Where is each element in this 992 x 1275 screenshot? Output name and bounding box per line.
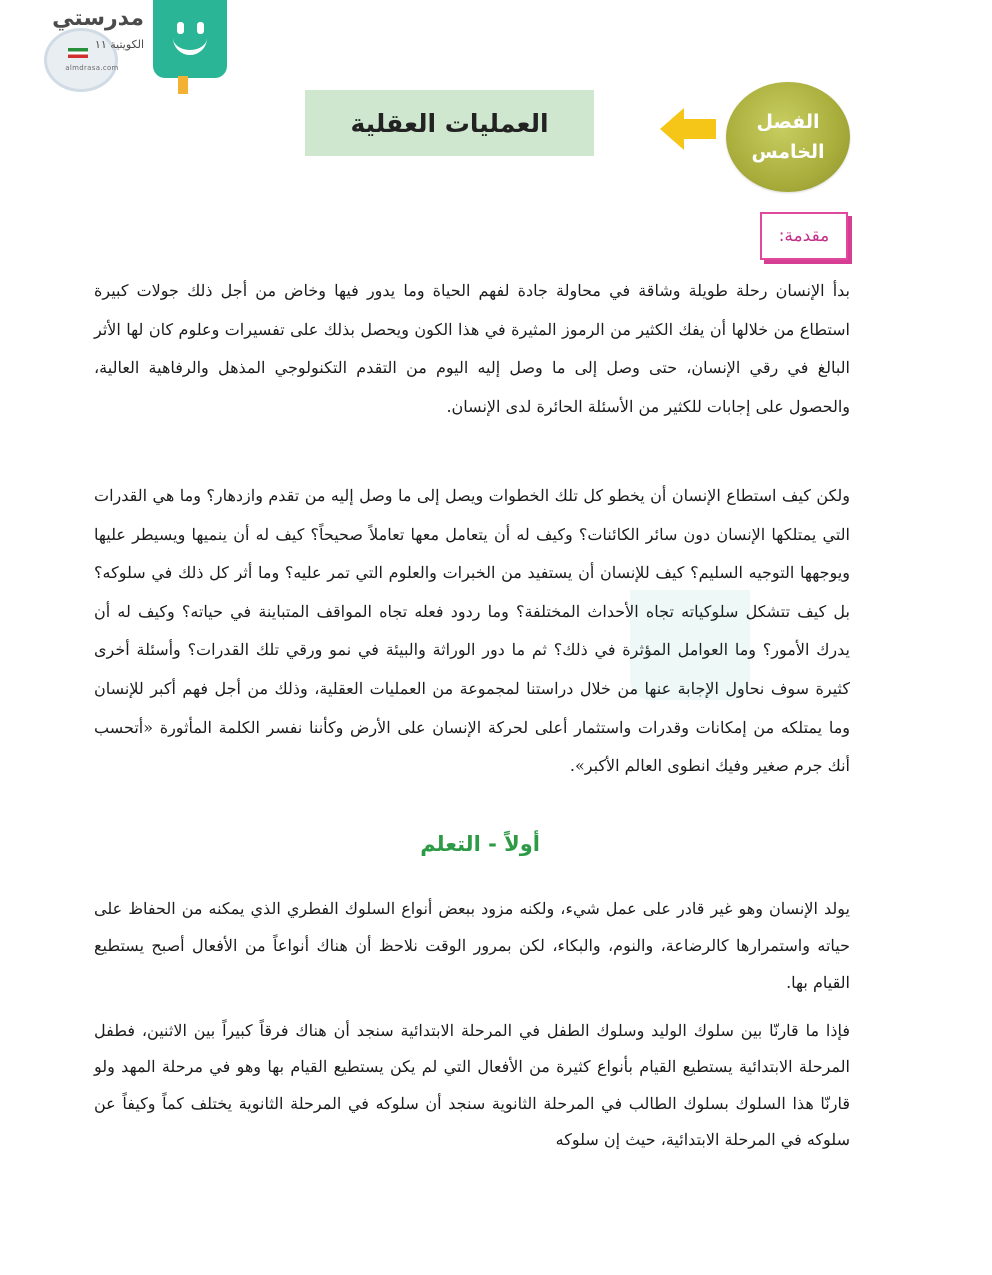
logo-name: مدرستي [52,6,144,31]
intro-paragraph-2 [94,477,850,786]
paragraph-text: بدأ الإنسان رحلة طويلة وشاقة في محاولة جادة لفهم الحياة وما يدور فيها وخاض من أجل ذلك جولات كبيرة استطاع من خلالها أن يفك الكثير من الرموز المثيرة في هذا الكون ويحصل بذلك على تفسيرات وعلوم كان لها الأثر البالغ في رقي الإنسان، حتى وصل إلى ما وصل إليه اليوم من التقدم التكنولوجي المذهل والرفاهية العالية، والحصول على إجابات للكثير من الأسئلة الحائرة لدى الإنسان. [94,281,851,416]
logo-subtitle: الكويتية ١١ [94,38,144,51]
arrow-left-icon [660,106,718,152]
paragraph-text: يولد الإنسان وهو غير قادر على عمل شيء، ولكنه مزود ببعض أنواع السلوك الفطري الذي يمكنه من الحفاظ على حياته واستمرارها كالرضاعة، والنوم، والبكاء، لكن بمرور الوقت نلاحظ أن هناك أنواعاً من الأفعال أصبح يستطيع القيام بها. [94,899,850,992]
intro-label-box [760,212,848,260]
logo-number: ١١ [94,38,107,51]
learning-paragraph-2 [94,1013,850,1159]
smiling-book-icon [153,0,227,78]
intro-label: مقدمة: [778,226,830,246]
bookmark-ribbon-icon [178,76,188,94]
paragraph-text: فإذا ما قارنّا بين سلوك الوليد وسلوك الطفل في المرحلة الابتدائية سنجد أن هناك فرقاً كبيراً بين الاثنين، فطفل المرحلة الابتدائية يستطيع القيام بأنواع كثيرة من الأفعال التي لم يكن يستطيع القيام بها وهو في مرحلة المهد ولو قارنّا هذا السلوك بسلوك الطالب في المرحلة الثانوية سنجد أن سلوكه في المرحلة الثانوية يختلف كماً وكيفاً عن سلوكه في المرحلة الابتدائية، حيث إن سلوكه [94,1021,850,1150]
chapter-title-box [305,90,594,156]
section-heading-learning: أولاً - التعلم [420,832,540,856]
site-logo[interactable] [40,0,240,92]
intro-paragraph-1 [94,272,850,426]
chapter-number-badge [726,82,850,192]
chapter-ordinal: الخامس [751,141,825,163]
logo-url: almdrasa.com [65,64,119,72]
chapter-label: الفصل [756,111,820,133]
paragraph-text: ولكن كيف استطاع الإنسان أن يخطو كل تلك الخطوات ويصل إلى ما وصل إليه من تقدم وازدهار؟ وما هي القدرات التي يمتلكها الإنسان دون سائر الكائنات؟ وكيف له أن يتعامل معها تعاملاً صحيحاً؟ كيف له أن ينميها ويسيطر عليها ويوجهها التوجيه السليم؟ كيف للإنسان أن يستفيد من الخبرات والعلوم التي تمر عليه؟ وما أثر كل ذلك في سلوكه؟ بل كيف تتشكل سلوكياته تجاه الأحداث المختلفة؟ وما ردود فعله تجاه المواقف المتباينة في حياته؟ وكيف له أن يدرك الأمور؟ وما العوامل المؤثرة في ذلك؟ ثم ما دور الوراثة والبيئة في نمو ورقي تلك القدرات؟ وأسئلة أخرى كثيرة سوف نحاول الإجابة عنها من خلال دراستنا لمجموعة من العمليات العقلية، وذلك من أجل فهم أكبر للإنسان وما يمتلكه من إمكانات وقدرات واستثمار أعلى لحركة الإنسان على الأرض وكأننا نفسر الكلمة المأثورة «أتحسب أنك جرم صغير وفيك انطوى العالم الأكبر». [94,486,850,776]
chapter-title: العمليات العقلية [350,108,549,138]
learning-paragraph-1 [94,890,850,1001]
